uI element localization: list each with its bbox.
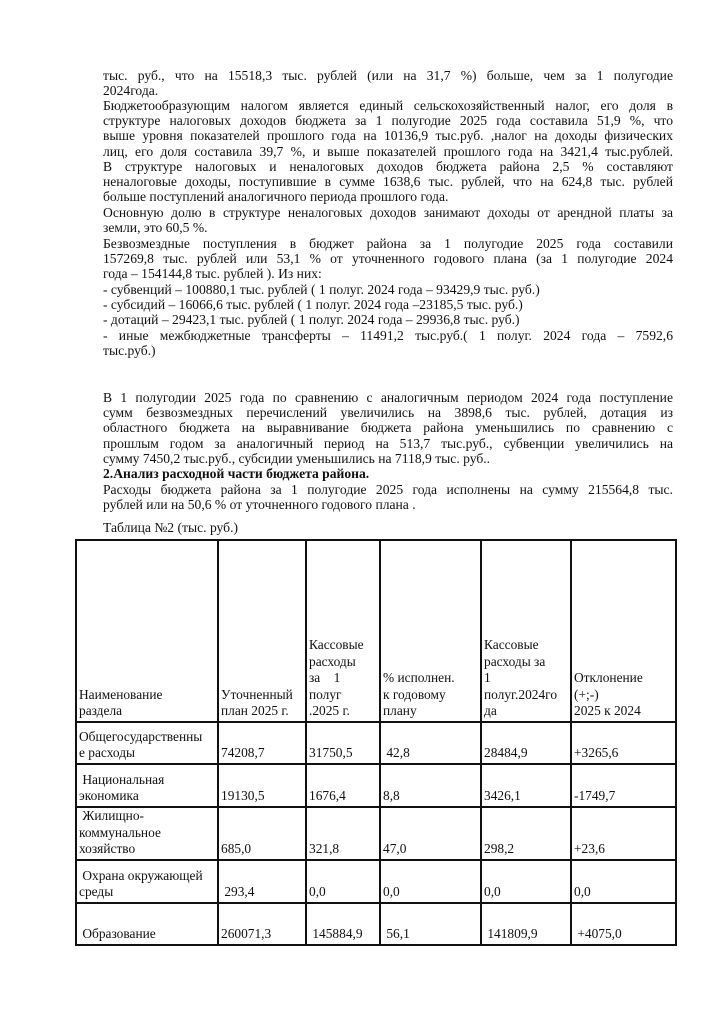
cell-percent: 42,8 bbox=[380, 722, 481, 764]
cell-cash-2024: 0,0 bbox=[481, 860, 571, 903]
cell-deviation: +23,6 bbox=[571, 807, 676, 860]
table-header-row bbox=[76, 540, 676, 722]
cell-plan: 74208,7 bbox=[218, 722, 306, 764]
cell-deviation: +4075,0 bbox=[571, 903, 676, 945]
paragraph-gratuitous-receipts bbox=[103, 236, 673, 282]
cell-cash-2025: 321,8 bbox=[306, 807, 380, 860]
cell-line: Жилищно- bbox=[79, 808, 144, 823]
header-line: полуг.2024го bbox=[484, 686, 558, 702]
text-line: земли, это 60,5 %. bbox=[103, 220, 208, 236]
header-cash-2025 bbox=[306, 540, 380, 722]
header-line: расходы за bbox=[484, 653, 546, 669]
cell-deviation: +3265,6 bbox=[571, 722, 676, 764]
text-line: лиц, его доля составила 39,7 %, и выше показателей прошлого года на 3421,4 тыс.рублей. bbox=[103, 143, 673, 159]
cell-plan: 19130,5 bbox=[218, 764, 306, 807]
cell-line: среды bbox=[79, 884, 114, 900]
cell-deviation: -1749,7 bbox=[571, 764, 676, 807]
paragraph-revenue-growth bbox=[103, 68, 673, 98]
header-line: .2025 г. bbox=[309, 703, 350, 719]
header-line: раздела bbox=[79, 703, 123, 719]
text-line: сумм безвозмездных перечислений увеличились на 3898,6 тыс. рублей, дотация из bbox=[103, 405, 673, 421]
cell-percent: 0,0 bbox=[380, 860, 481, 903]
cell-cash-2025: 1676,4 bbox=[306, 764, 380, 807]
cell-percent: 8,8 bbox=[380, 764, 481, 807]
cell-line: Общегосударственны bbox=[79, 728, 203, 744]
header-line: к годовому bbox=[383, 686, 446, 702]
text-line: В 1 полугодии 2025 года по сравнению с аналогичным периодом 2024 года поступление bbox=[103, 390, 673, 405]
table-row bbox=[76, 903, 676, 945]
list-item: - дотаций – 29423,1 тыс. рублей ( 1 полуг. 2024 года – 29936,8 тыс. руб.) bbox=[103, 312, 520, 328]
header-line: Уточненный bbox=[221, 686, 293, 702]
header-line: плану bbox=[383, 703, 417, 719]
text-line: 157269,8 тыс. рублей или 53,1 % от уточненного годового плана (за 1 полугодие 2024 bbox=[103, 251, 673, 267]
header-line: расходы bbox=[309, 653, 356, 669]
cell-cash-2024: 141809,9 bbox=[481, 903, 571, 945]
paragraph-comparison bbox=[103, 390, 673, 466]
list-item: - субсидий – 16066,6 тыс. рублей ( 1 полуг. 2024 года –23185,5 тыс. руб.) bbox=[103, 297, 523, 313]
header-line: Кассовые bbox=[484, 637, 539, 653]
table-row bbox=[76, 764, 676, 807]
header-line: 1 bbox=[484, 670, 491, 686]
expenses-table bbox=[75, 539, 677, 946]
text-line: В структуре налоговых и неналоговых доходов бюджета района 2,5 % составляют bbox=[103, 159, 673, 174]
text-line: Расходы бюджета района за 1 полугодие 2025 года исполнены на сумму 215564,8 тыс. bbox=[103, 482, 673, 497]
header-line: 2025 к 2024 bbox=[574, 703, 641, 719]
cell-cash-2025: 145884,9 bbox=[306, 903, 380, 945]
text-line: года – 154144,8 тыс. рублей ). Из них: bbox=[103, 266, 322, 282]
text-line: 2024года. bbox=[103, 83, 159, 99]
cell-percent: 56,1 bbox=[380, 903, 481, 945]
cell-section-name bbox=[76, 860, 218, 903]
cell-percent: 47,0 bbox=[380, 807, 481, 860]
text-line: неналоговые доходы, поступившие в сумме 1638,6 тыс. рублей, что на 624,8 тыс. рублей bbox=[103, 174, 673, 190]
text-line: Бюджетообразующим налогом является единый сельскохозяйственный налог, его доля в bbox=[103, 98, 673, 113]
cell-line: экономика bbox=[79, 788, 139, 804]
text-line: Безвозмездные поступления в бюджет района за 1 полугодие 2025 года составили bbox=[103, 236, 673, 251]
header-section-name bbox=[76, 540, 218, 722]
cell-cash-2025: 0,0 bbox=[306, 860, 380, 903]
cell-line: хозяйство bbox=[79, 841, 136, 857]
header-plan-2025 bbox=[218, 540, 306, 722]
text-line: выше уровня показателей прошлого года на 10136,9 тыс.руб. ,налог на доходы физических bbox=[103, 128, 673, 144]
paragraph-rent-share bbox=[103, 205, 673, 235]
cell-line: е расходы bbox=[79, 745, 136, 761]
table-caption bbox=[103, 520, 673, 535]
cell-section-name bbox=[76, 903, 218, 945]
cell-line: Охрана окружающей bbox=[79, 867, 203, 883]
header-cash-2024 bbox=[481, 540, 571, 722]
list-transfers bbox=[103, 282, 673, 358]
text-line: прошлым годом за аналогичный период на 513,7 тыс.руб., субвенции увеличились на bbox=[103, 435, 673, 451]
table-row bbox=[76, 860, 676, 903]
header-line: % исполнен. bbox=[383, 670, 455, 686]
cell-cash-2024: 298,2 bbox=[481, 807, 571, 860]
text-line: рублей или на 50,6 % от уточненного годового плана . bbox=[103, 497, 416, 513]
text-line: больше поступлений аналогичного периода прошлого года. bbox=[103, 189, 449, 205]
header-line: за 1 bbox=[309, 670, 341, 686]
paragraph-nontax-income bbox=[103, 159, 673, 205]
header-line: Наименование bbox=[79, 686, 163, 702]
cell-plan: 685,0 bbox=[218, 807, 306, 860]
cell-plan: 293,4 bbox=[218, 860, 306, 903]
header-line: полуг bbox=[309, 686, 342, 702]
list-item: - субвенций – 100880,1 тыс. рублей ( 1 полуг. 2024 года – 93429,9 тыс. руб.) bbox=[103, 282, 540, 297]
cell-line: коммунальное bbox=[79, 824, 161, 840]
cell-section-name bbox=[76, 764, 218, 807]
header-line: план 2025 г. bbox=[221, 703, 289, 719]
section-heading bbox=[103, 466, 673, 481]
cell-cash-2024: 3426,1 bbox=[481, 764, 571, 807]
heading-text: 2.Анализ расходной части бюджета района. bbox=[103, 466, 370, 481]
header-line: (+;-) bbox=[574, 686, 599, 702]
text-line: областного бюджета на выравнивание бюджета района уменьшились по сравнению с bbox=[103, 420, 673, 436]
paragraph-expenses bbox=[103, 482, 673, 512]
list-item: - иные межбюджетные трансферты – 11491,2 тыс.руб.( 1 полуг. 2024 года – 7592,6 bbox=[103, 327, 673, 343]
cell-deviation: 0,0 bbox=[571, 860, 676, 903]
caption-text: Таблица №2 (тыс. руб.) bbox=[103, 520, 239, 535]
cell-plan: 260071,3 bbox=[218, 903, 306, 945]
text-line: тыс. руб., что на 15518,3 тыс. рублей (или на 31,7 %) больше, чем за 1 полугодие bbox=[103, 68, 673, 83]
header-line: да bbox=[484, 703, 497, 719]
cell-line: Образование bbox=[79, 926, 156, 942]
table-row bbox=[76, 722, 676, 764]
text-line: Основную долю в структуре неналоговых доходов занимают доходы от арендной платы за bbox=[103, 205, 673, 220]
cell-cash-2025: 31750,5 bbox=[306, 722, 380, 764]
cell-section-name bbox=[76, 807, 218, 860]
text-line: структуре налоговых доходов бюджета за 1 полугодие 2025 года составила 51,9 %, что bbox=[103, 113, 673, 129]
cell-cash-2024: 28484,9 bbox=[481, 722, 571, 764]
paragraph-tax-structure bbox=[103, 98, 673, 159]
header-deviation bbox=[571, 540, 676, 722]
header-line: Отклонение bbox=[574, 670, 643, 686]
cell-line: Национальная bbox=[79, 771, 165, 787]
cell-section-name bbox=[76, 722, 218, 764]
list-item: тыс.руб.) bbox=[103, 342, 156, 358]
header-percent-executed bbox=[380, 540, 481, 722]
header-line: Кассовые bbox=[309, 637, 364, 653]
text-line: сумму 7450,2 тыс.руб., субсидии уменьшились на 7118,9 тыс. руб.. bbox=[103, 450, 491, 466]
table-row bbox=[76, 807, 676, 860]
